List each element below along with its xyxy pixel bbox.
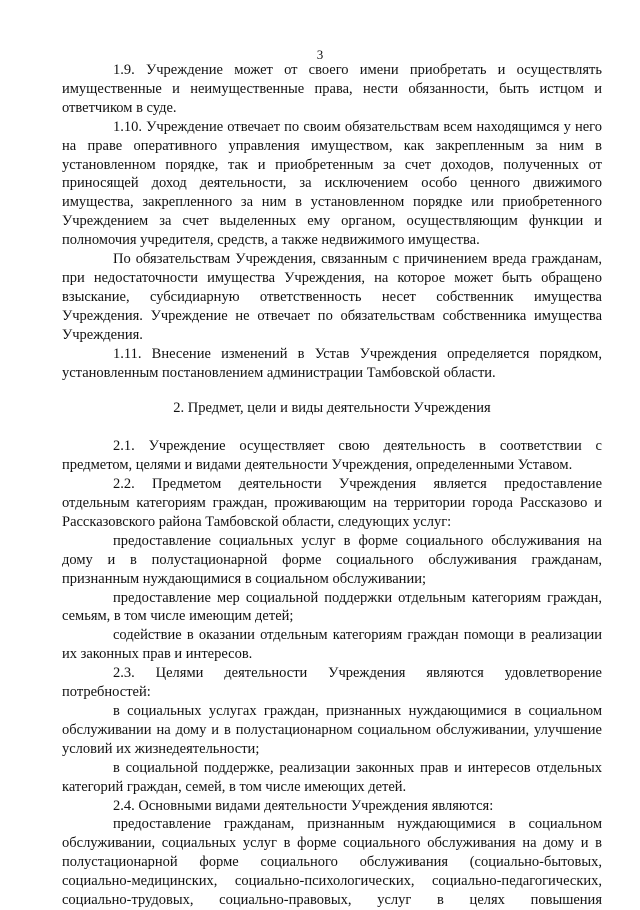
paragraph-1-10: 1.10. Учреждение отвечает по своим обязательствам всем находящимся у него на праве оперативного управления имуществом, как закрепленным за ним в установленном порядке, так и приобретенным за счет доходов, полученных от приносящей доход деятельности, за исключением особо ценного движимого имущества, закрепленного за ним в установленном порядке или приобретенного Учреждением за счет выделенных ему органом, осуществляющим функции и полномочия учредителя, средств, а также недвижимого имущества. xyxy=(62,118,602,249)
paragraph-2-1: 2.1. Учреждение осуществляет свою деятельность в соответствии с предметом, целями и видами деятельности Учреждения, определенными Уставом. xyxy=(62,438,602,474)
list-item-social-services: предоставление социальных услуг в форме социального обслуживания на дому и в полустационарной форме социального обслуживания гражданам, признанным нуждающимися в социальном обслуживании; xyxy=(62,532,602,587)
list-item-needs-services: в социальных услугах граждан, признанных нуждающимися в социальном обслуживании на дому и в полустационарном социальном обслуживании, улучшение условий их жизнедеятельности; xyxy=(62,703,602,757)
paragraph-liability: По обязательствам Учреждения, связанным с причинением вреда гражданам, при недостаточности имущества Учреждения, на которое может быть обращено взыскание, субсидиарную ответственность несет собственник имущества Учреждения. Учреждение не отвечает по обязательствам собственника имущества Учреждения. xyxy=(62,251,602,343)
paragraph-2-2: 2.2. Предметом деятельности Учреждения является предоставление отдельным категориям граждан, проживающим на территории города Рассказово и Рассказовского района Тамбовской области, следующих услуг: xyxy=(62,476,602,530)
list-item-needs-support: в социальной поддержке, реализации законных прав и интересов отдельных категорий граждан, семей, в том числе имеющих детей. xyxy=(62,759,602,795)
section-heading: 2. Предмет, цели и виды деятельности Учреждения xyxy=(173,400,491,417)
paragraph-2-4: 2.4. Основными видами деятельности Учреждения являются: xyxy=(113,797,494,814)
page-number: 3 xyxy=(316,47,324,62)
list-item-assistance: содействие в оказании отдельным категориям граждан помощи в реализации их законных прав и интересов. xyxy=(62,627,602,663)
paragraph-1-9: 1.9. Учреждение может от своего имени приобретать и осуществлять имущественные и неимущественные права, нести обязанности, быть истцом и ответчиком в суде. xyxy=(62,62,602,116)
document-body xyxy=(62,61,602,910)
list-item-support-measures: предоставление мер социальной поддержки отдельным категориям граждан, семьям, в том числе имеющим детей; xyxy=(62,589,602,625)
paragraph-2-3: 2.3. Целями деятельности Учреждения являются удовлетворение потребностей: xyxy=(62,665,602,701)
list-item-activities: предоставление гражданам, признанным нуждающимися в социальном обслуживании, социальных услуг в форме социального обслуживания на дому и в полустационарной форме социального обслуживания (социально-бытовых, социально-медицинских, социально-психологических, социально-педагогических, социально-трудовых, социально-правовых, услуг в целях повышения xyxy=(62,816,602,909)
paragraph-1-11: 1.11. Внесение изменений в Устав Учреждения определяется порядком, установленным постановлением администрации Тамбовской области. xyxy=(62,345,602,381)
